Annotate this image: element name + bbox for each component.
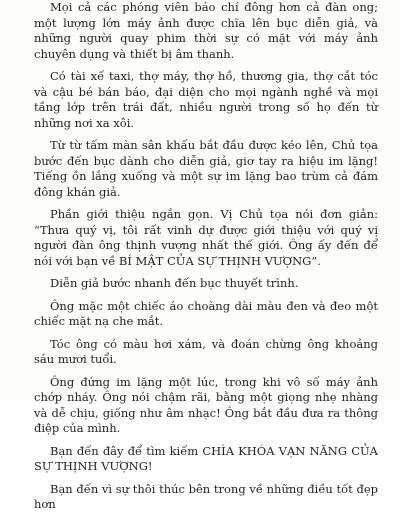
text-column	[34, 0, 378, 520]
paragraph-hair: Tóc ông có màu hơi xám, và đoán chừng ông khoảng sáu mươi tuổi.	[34, 336, 378, 366]
paragraph-speaker-steps: Diễn giả bước nhanh đến bục thuyết trình.	[50, 276, 299, 290]
paragraph-reporters: Mọi cả các phóng viên báo chí đông hơn cả đàn ong; một lượng lớn máy ảnh được chĩa lên bục diễn giả, và những người quay phim thời sự có mặt với máy ảnh chuyên dụng và thiết bị âm thanh.	[34, 0, 378, 61]
paragraph-audience: Có tài xế taxi, thợ máy, thợ hồ, thương gia, thợ cắt tóc và cậu bé bán báo, đại diện cho mọi ngành nghề và mọi tầng lớp trên trái đất, nhiều người trong số họ đến từ những nơi xa xôi.	[34, 69, 378, 130]
paragraph-introduction: Phần giới thiệu ngắn gọn. Vị Chủ tọa nói đơn giản: “Thưa quý vị, tôi rất vinh dự được giới thiệu với quý vị người đàn ông thịnh vượng nhất thế giới. Ông ấy đến để nói với bạn về BÍ MẬT CỦA SỰ THỊNH VƯỢNG”.	[34, 207, 378, 268]
paragraph-cloak: Ông mặc một chiếc áo choàng dài màu đen và đeo một chiếc mặt nạ che mắt.	[34, 298, 378, 328]
paragraph-key: Bạn đến đây để tìm kiếm CHÌA KHÓA VẠN NĂNG CỦA SỰ THỊNH VƯỢNG!	[34, 443, 378, 473]
paragraph-curtain: Từ từ tấm màn sân khấu bắt đầu được kéo lên, Chủ tọa bước đến bục dành cho diễn giả, giơ tay ra hiệu im lặng! Tiếng ồn lắng xuống và một sự im lặng bao trùm cả đám đông khán giả.	[34, 138, 378, 199]
paragraph-speech: Ông đứng im lặng một lúc, trong khi vô số máy ảnh chớp nháy. Ông nói chậm rãi, bằng một giọng nhẹ nhàng và dễ chịu, giống như âm nhạc! Ông bắt đầu đưa ra thông điệp của mình.	[34, 374, 378, 435]
paragraph-urge: Bạn đến vì sự thôi thúc bên trong về những điều tốt đẹp hơn	[34, 481, 378, 511]
